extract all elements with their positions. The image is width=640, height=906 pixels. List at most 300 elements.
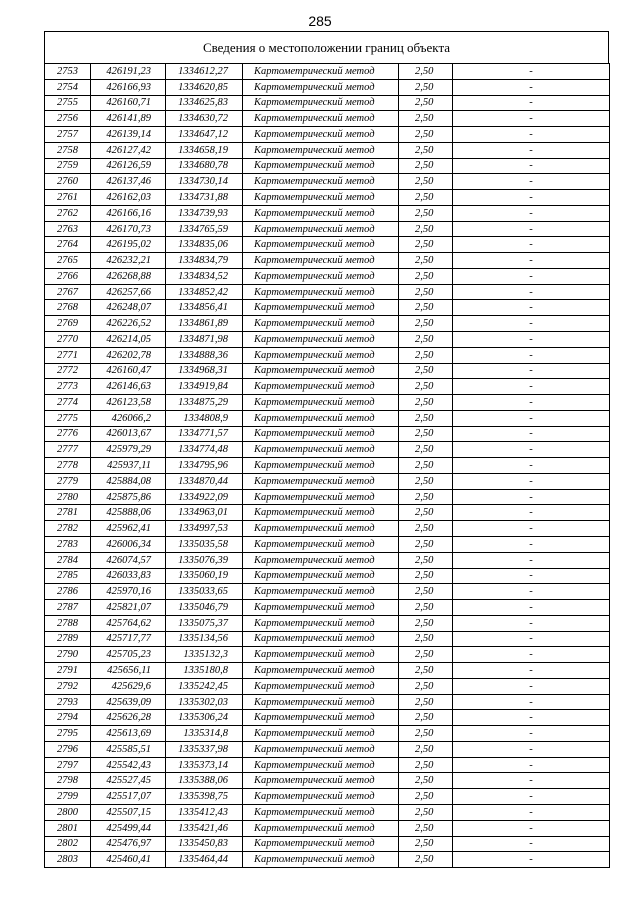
accuracy-cell: 2,50 (399, 237, 453, 253)
coord-y-cell: 1334997,53 (166, 521, 243, 537)
point-number-cell: 2791 (45, 663, 91, 679)
point-number-cell: 2772 (45, 363, 91, 379)
accuracy-cell: 2,50 (399, 205, 453, 221)
accuracy-cell: 2,50 (399, 363, 453, 379)
point-number-cell: 2787 (45, 600, 91, 616)
coord-x-cell: 426160,47 (91, 363, 166, 379)
note-cell: - (453, 442, 610, 458)
coord-y-cell: 1334834,52 (166, 268, 243, 284)
table-row (45, 79, 610, 95)
accuracy-cell: 2,50 (399, 473, 453, 489)
note-cell: - (453, 284, 610, 300)
point-number-cell: 2769 (45, 316, 91, 332)
note-cell: - (453, 473, 610, 489)
table-row (45, 174, 610, 190)
point-number-cell: 2778 (45, 458, 91, 474)
coord-y-cell: 1334658,19 (166, 142, 243, 158)
coord-x-cell: 425585,51 (91, 741, 166, 757)
coord-y-cell: 1334888,36 (166, 347, 243, 363)
accuracy-cell: 2,50 (399, 79, 453, 95)
coord-x-cell: 425937,11 (91, 458, 166, 474)
note-cell: - (453, 395, 610, 411)
coord-x-cell: 426066,2 (91, 410, 166, 426)
note-cell: - (453, 820, 610, 836)
method-cell: Картометрический метод (243, 600, 399, 616)
point-number-cell: 2803 (45, 852, 91, 868)
method-cell: Картометрический метод (243, 237, 399, 253)
coord-y-cell: 1334647,12 (166, 127, 243, 143)
accuracy-cell: 2,50 (399, 505, 453, 521)
accuracy-cell: 2,50 (399, 158, 453, 174)
table-row (45, 600, 610, 616)
table-row (45, 410, 610, 426)
table-row (45, 363, 610, 379)
note-cell: - (453, 158, 610, 174)
coord-x-cell: 425875,86 (91, 489, 166, 505)
coord-x-cell: 426232,21 (91, 253, 166, 269)
table-row (45, 332, 610, 348)
method-cell: Картометрический метод (243, 694, 399, 710)
coord-y-cell: 1334731,88 (166, 190, 243, 206)
coord-x-cell: 426139,14 (91, 127, 166, 143)
accuracy-cell: 2,50 (399, 678, 453, 694)
accuracy-cell: 2,50 (399, 410, 453, 426)
point-number-cell: 2773 (45, 379, 91, 395)
point-number-cell: 2764 (45, 237, 91, 253)
accuracy-cell: 2,50 (399, 332, 453, 348)
coord-y-cell: 1334795,96 (166, 458, 243, 474)
point-number-cell: 2766 (45, 268, 91, 284)
accuracy-cell: 2,50 (399, 347, 453, 363)
coord-y-cell: 1334875,29 (166, 395, 243, 411)
coord-x-cell: 425764,62 (91, 615, 166, 631)
note-cell: - (453, 710, 610, 726)
table-row (45, 127, 610, 143)
note-cell: - (453, 174, 610, 190)
note-cell: - (453, 631, 610, 647)
table-title: Сведения о местоположении границ объекта (44, 31, 609, 63)
point-number-cell: 2761 (45, 190, 91, 206)
table-row (45, 663, 610, 679)
coord-y-cell: 1335075,37 (166, 615, 243, 631)
table-row (45, 395, 610, 411)
method-cell: Картометрический метод (243, 773, 399, 789)
coord-y-cell: 1334808,9 (166, 410, 243, 426)
note-cell: - (453, 268, 610, 284)
accuracy-cell: 2,50 (399, 773, 453, 789)
note-cell: - (453, 741, 610, 757)
method-cell: Картометрический метод (243, 284, 399, 300)
coord-y-cell: 1335134,56 (166, 631, 243, 647)
table-row (45, 300, 610, 316)
point-number-cell: 2790 (45, 647, 91, 663)
point-number-cell: 2763 (45, 221, 91, 237)
point-number-cell: 2767 (45, 284, 91, 300)
coord-y-cell: 1334871,98 (166, 332, 243, 348)
accuracy-cell: 2,50 (399, 820, 453, 836)
coord-y-cell: 1334680,78 (166, 158, 243, 174)
note-cell: - (453, 363, 610, 379)
method-cell: Картометрический метод (243, 426, 399, 442)
accuracy-cell: 2,50 (399, 253, 453, 269)
coord-x-cell: 426248,07 (91, 300, 166, 316)
point-number-cell: 2777 (45, 442, 91, 458)
coord-y-cell: 1335302,03 (166, 694, 243, 710)
method-cell: Картометрический метод (243, 221, 399, 237)
coord-y-cell: 1335060,19 (166, 568, 243, 584)
table-row (45, 442, 610, 458)
note-cell: - (453, 615, 610, 631)
coord-x-cell: 426141,89 (91, 111, 166, 127)
accuracy-cell: 2,50 (399, 426, 453, 442)
method-cell: Картометрический метод (243, 631, 399, 647)
table-row (45, 710, 610, 726)
method-cell: Картометрический метод (243, 678, 399, 694)
note-cell: - (453, 332, 610, 348)
accuracy-cell: 2,50 (399, 789, 453, 805)
method-cell: Картометрический метод (243, 158, 399, 174)
method-cell: Картометрический метод (243, 458, 399, 474)
coord-x-cell: 426033,83 (91, 568, 166, 584)
table-row (45, 521, 610, 537)
accuracy-cell: 2,50 (399, 741, 453, 757)
accuracy-cell: 2,50 (399, 804, 453, 820)
method-cell: Картометрический метод (243, 536, 399, 552)
table-row (45, 741, 610, 757)
table-row (45, 694, 610, 710)
coord-y-cell: 1334835,06 (166, 237, 243, 253)
accuracy-cell: 2,50 (399, 395, 453, 411)
method-cell: Картометрический метод (243, 363, 399, 379)
point-number-cell: 2754 (45, 79, 91, 95)
accuracy-cell: 2,50 (399, 757, 453, 773)
coord-x-cell: 426123,58 (91, 395, 166, 411)
note-cell: - (453, 647, 610, 663)
note-cell: - (453, 221, 610, 237)
coord-y-cell: 1334963,01 (166, 505, 243, 521)
table-row (45, 852, 610, 868)
coord-y-cell: 1335306,24 (166, 710, 243, 726)
coord-x-cell: 425460,41 (91, 852, 166, 868)
coord-x-cell: 426160,71 (91, 95, 166, 111)
point-number-cell: 2780 (45, 489, 91, 505)
table-row (45, 615, 610, 631)
point-number-cell: 2779 (45, 473, 91, 489)
coord-x-cell: 425499,44 (91, 820, 166, 836)
table-row (45, 804, 610, 820)
coord-x-cell: 425629,6 (91, 678, 166, 694)
method-cell: Картометрический метод (243, 95, 399, 111)
coord-y-cell: 1335450,83 (166, 836, 243, 852)
coord-x-cell: 425656,11 (91, 663, 166, 679)
point-number-cell: 2759 (45, 158, 91, 174)
accuracy-cell: 2,50 (399, 489, 453, 505)
accuracy-cell: 2,50 (399, 836, 453, 852)
coord-y-cell: 1335314,8 (166, 726, 243, 742)
coord-y-cell: 1335337,98 (166, 741, 243, 757)
point-number-cell: 2800 (45, 804, 91, 820)
accuracy-cell: 2,50 (399, 379, 453, 395)
point-number-cell: 2762 (45, 205, 91, 221)
coord-x-cell: 425821,07 (91, 600, 166, 616)
note-cell: - (453, 757, 610, 773)
coord-x-cell: 425639,09 (91, 694, 166, 710)
coord-y-cell: 1335388,06 (166, 773, 243, 789)
table-row (45, 95, 610, 111)
coord-x-cell: 426226,52 (91, 316, 166, 332)
coordinates-table-body (45, 64, 610, 868)
table-row (45, 426, 610, 442)
accuracy-cell: 2,50 (399, 647, 453, 663)
method-cell: Картометрический метод (243, 710, 399, 726)
coord-x-cell: 426195,02 (91, 237, 166, 253)
table-row (45, 205, 610, 221)
note-cell: - (453, 678, 610, 694)
note-cell: - (453, 663, 610, 679)
method-cell: Картометрический метод (243, 489, 399, 505)
table-row (45, 820, 610, 836)
point-number-cell: 2796 (45, 741, 91, 757)
note-cell: - (453, 64, 610, 80)
point-number-cell: 2781 (45, 505, 91, 521)
method-cell: Картометрический метод (243, 505, 399, 521)
method-cell: Картометрический метод (243, 521, 399, 537)
table-row (45, 253, 610, 269)
table-row (45, 458, 610, 474)
method-cell: Картометрический метод (243, 552, 399, 568)
table-row (45, 568, 610, 584)
coord-x-cell: 425979,29 (91, 442, 166, 458)
table-row (45, 836, 610, 852)
method-cell: Картометрический метод (243, 379, 399, 395)
point-number-cell: 2786 (45, 584, 91, 600)
accuracy-cell: 2,50 (399, 631, 453, 647)
table-row (45, 489, 610, 505)
method-cell: Картометрический метод (243, 741, 399, 757)
method-cell: Картометрический метод (243, 111, 399, 127)
note-cell: - (453, 568, 610, 584)
coord-x-cell: 426257,66 (91, 284, 166, 300)
note-cell: - (453, 726, 610, 742)
note-cell: - (453, 458, 610, 474)
point-number-cell: 2784 (45, 552, 91, 568)
note-cell: - (453, 552, 610, 568)
method-cell: Картометрический метод (243, 79, 399, 95)
accuracy-cell: 2,50 (399, 300, 453, 316)
coord-y-cell: 1334765,59 (166, 221, 243, 237)
point-number-cell: 2776 (45, 426, 91, 442)
coord-y-cell: 1334852,42 (166, 284, 243, 300)
table-row (45, 473, 610, 489)
method-cell: Картометрический метод (243, 820, 399, 836)
coord-y-cell: 1335242,45 (166, 678, 243, 694)
coord-y-cell: 1334620,85 (166, 79, 243, 95)
table-row (45, 505, 610, 521)
coord-x-cell: 426214,05 (91, 332, 166, 348)
note-cell: - (453, 505, 610, 521)
accuracy-cell: 2,50 (399, 521, 453, 537)
table-row (45, 268, 610, 284)
method-cell: Картометрический метод (243, 757, 399, 773)
table-row (45, 678, 610, 694)
coord-y-cell: 1335421,46 (166, 820, 243, 836)
accuracy-cell: 2,50 (399, 95, 453, 111)
coord-x-cell: 426074,57 (91, 552, 166, 568)
accuracy-cell: 2,50 (399, 64, 453, 80)
coord-x-cell: 426146,63 (91, 379, 166, 395)
coord-y-cell: 1335412,43 (166, 804, 243, 820)
coord-y-cell: 1334771,57 (166, 426, 243, 442)
method-cell: Картометрический метод (243, 142, 399, 158)
accuracy-cell: 2,50 (399, 615, 453, 631)
coord-x-cell: 425705,23 (91, 647, 166, 663)
coord-y-cell: 1334919,84 (166, 379, 243, 395)
table-row (45, 647, 610, 663)
point-number-cell: 2765 (45, 253, 91, 269)
coord-x-cell: 426127,42 (91, 142, 166, 158)
note-cell: - (453, 426, 610, 442)
accuracy-cell: 2,50 (399, 142, 453, 158)
table-row (45, 379, 610, 395)
accuracy-cell: 2,50 (399, 284, 453, 300)
note-cell: - (453, 410, 610, 426)
table-row (45, 552, 610, 568)
accuracy-cell: 2,50 (399, 852, 453, 868)
table-row (45, 536, 610, 552)
accuracy-cell: 2,50 (399, 726, 453, 742)
table-row (45, 111, 610, 127)
coord-y-cell: 1335132,3 (166, 647, 243, 663)
method-cell: Картометрический метод (243, 300, 399, 316)
note-cell: - (453, 111, 610, 127)
method-cell: Картометрический метод (243, 852, 399, 868)
coord-x-cell: 425507,15 (91, 804, 166, 820)
method-cell: Картометрический метод (243, 410, 399, 426)
note-cell: - (453, 852, 610, 868)
method-cell: Картометрический метод (243, 647, 399, 663)
method-cell: Картометрический метод (243, 205, 399, 221)
point-number-cell: 2782 (45, 521, 91, 537)
coord-x-cell: 426166,93 (91, 79, 166, 95)
coord-x-cell: 425527,45 (91, 773, 166, 789)
point-number-cell: 2788 (45, 615, 91, 631)
method-cell: Картометрический метод (243, 568, 399, 584)
coord-x-cell: 426137,46 (91, 174, 166, 190)
table-row (45, 316, 610, 332)
coord-x-cell: 425517,07 (91, 789, 166, 805)
method-cell: Картометрический метод (243, 584, 399, 600)
method-cell: Картометрический метод (243, 836, 399, 852)
method-cell: Картометрический метод (243, 268, 399, 284)
coord-y-cell: 1334870,44 (166, 473, 243, 489)
point-number-cell: 2770 (45, 332, 91, 348)
note-cell: - (453, 95, 610, 111)
coord-x-cell: 426126,59 (91, 158, 166, 174)
point-number-cell: 2793 (45, 694, 91, 710)
coord-x-cell: 425970,16 (91, 584, 166, 600)
table-row (45, 142, 610, 158)
note-cell: - (453, 127, 610, 143)
accuracy-cell: 2,50 (399, 316, 453, 332)
coord-y-cell: 1334968,31 (166, 363, 243, 379)
coord-x-cell: 426202,78 (91, 347, 166, 363)
accuracy-cell: 2,50 (399, 111, 453, 127)
method-cell: Картометрический метод (243, 789, 399, 805)
table-row (45, 190, 610, 206)
point-number-cell: 2771 (45, 347, 91, 363)
note-cell: - (453, 347, 610, 363)
coord-y-cell: 1335076,39 (166, 552, 243, 568)
table-row (45, 221, 610, 237)
table-row (45, 237, 610, 253)
note-cell: - (453, 205, 610, 221)
point-number-cell: 2798 (45, 773, 91, 789)
note-cell: - (453, 694, 610, 710)
table-row (45, 789, 610, 805)
page-number: 285 (308, 13, 332, 29)
note-cell: - (453, 300, 610, 316)
method-cell: Картометрический метод (243, 127, 399, 143)
coord-y-cell: 1334630,72 (166, 111, 243, 127)
method-cell: Картометрический метод (243, 347, 399, 363)
method-cell: Картометрический метод (243, 473, 399, 489)
coord-y-cell: 1335373,14 (166, 757, 243, 773)
method-cell: Картометрический метод (243, 64, 399, 80)
method-cell: Картометрический метод (243, 442, 399, 458)
coord-y-cell: 1335035,58 (166, 536, 243, 552)
coord-x-cell: 426166,16 (91, 205, 166, 221)
method-cell: Картометрический метод (243, 332, 399, 348)
method-cell: Картометрический метод (243, 663, 399, 679)
table-row (45, 726, 610, 742)
point-number-cell: 2756 (45, 111, 91, 127)
method-cell: Картометрический метод (243, 190, 399, 206)
point-number-cell: 2760 (45, 174, 91, 190)
coord-y-cell: 1335398,75 (166, 789, 243, 805)
coord-y-cell: 1335033,65 (166, 584, 243, 600)
coord-x-cell: 426170,73 (91, 221, 166, 237)
coordinates-sheet (44, 31, 609, 868)
table-row (45, 64, 610, 80)
coord-x-cell: 425717,77 (91, 631, 166, 647)
method-cell: Картометрический метод (243, 804, 399, 820)
coord-x-cell: 425962,41 (91, 521, 166, 537)
note-cell: - (453, 253, 610, 269)
point-number-cell: 2755 (45, 95, 91, 111)
note-cell: - (453, 316, 610, 332)
table-row (45, 347, 610, 363)
method-cell: Картометрический метод (243, 395, 399, 411)
method-cell: Картометрический метод (243, 615, 399, 631)
table-row (45, 773, 610, 789)
note-cell: - (453, 773, 610, 789)
coord-y-cell: 1335180,8 (166, 663, 243, 679)
note-cell: - (453, 142, 610, 158)
note-cell: - (453, 804, 610, 820)
accuracy-cell: 2,50 (399, 442, 453, 458)
accuracy-cell: 2,50 (399, 190, 453, 206)
coord-y-cell: 1335464,44 (166, 852, 243, 868)
note-cell: - (453, 489, 610, 505)
coord-y-cell: 1334730,14 (166, 174, 243, 190)
coord-y-cell: 1334612,27 (166, 64, 243, 80)
coord-x-cell: 425626,28 (91, 710, 166, 726)
coord-y-cell: 1334834,79 (166, 253, 243, 269)
point-number-cell: 2795 (45, 726, 91, 742)
accuracy-cell: 2,50 (399, 600, 453, 616)
point-number-cell: 2794 (45, 710, 91, 726)
note-cell: - (453, 600, 610, 616)
